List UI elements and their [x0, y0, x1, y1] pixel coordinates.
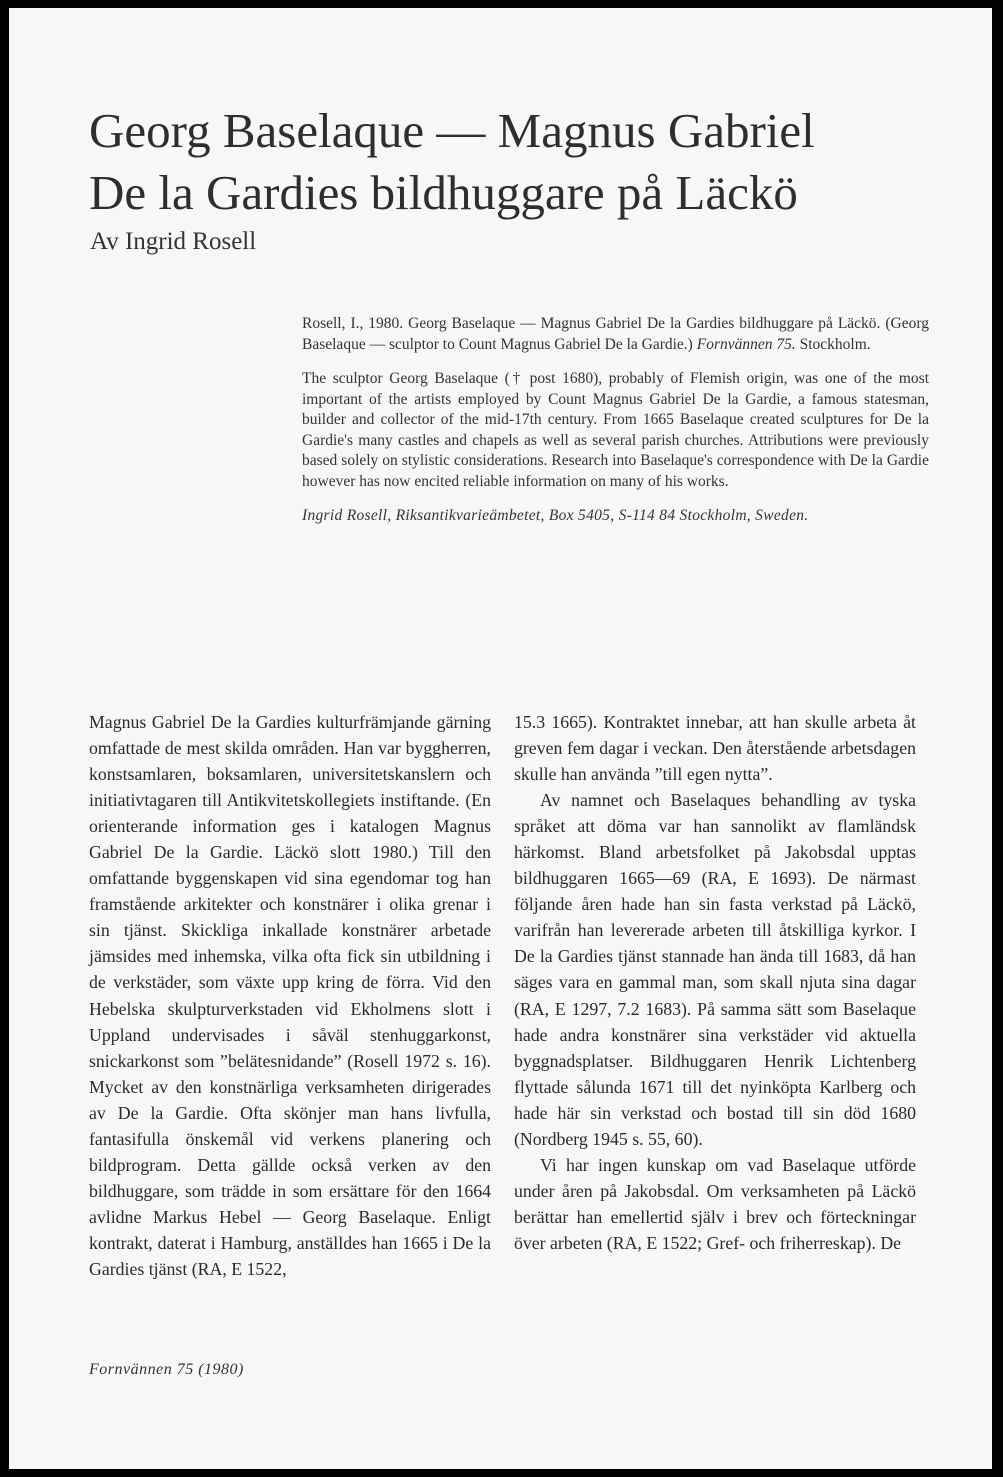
body-paragraph: Av namnet och Baselaques behandling av tyska språket att döma var han sannolikt av flamländsk härkomst. Bland arbetsfolket på Jakobsdal upptas bildhuggaren 1665—69 (RA, E 1693). De närmast följande åren hade han sin fasta verkstad på Läckö, varifrån han levererade arbeten till åtskilliga kyrkor. I De la Gardies tjänst stannade han ända till 1683, då han säges vara en gammal man, som skall njuta sina dagar (RA, E 1297, 7.2 1683). På samma sätt som Baselaque hade andra konstnärer sina verkstäder vid aktuella byggnadsplatser. Bildhuggaren Henrik Lichtenberg flyttade sålunda 1671 till det nyinköpta Karlberg och hade här sin verkstad och bostad till sin död 1680 (Nordberg 1945 s. 55, 60).	[514, 790, 916, 1149]
citation-place: Stockholm.	[795, 335, 871, 353]
title-line-1: Georg Baselaque — Magnus Gabriel	[89, 103, 815, 158]
body-paragraph: Magnus Gabriel De la Gardies kulturfrämjande gärning omfattade de mest skilda områden. Han var byggherren, konstsamlaren, boksamlaren, universitetskanslern och initiativtagaren till Antikvitetskollegiets instiftande. (En orienterande information ges i katalogen Magnus Gabriel De la Gardie. Läckö slott 1980.) Till den omfattande byggenskapen vid sina egendomar tog han framstående arkitekter och konstnärer i olika grenar i sin tjänst. Skickliga inkallade konstnärer arbetade jämsides med inhemska, vilka ofta fick sin utbildning i de verkstäder, som växte upp kring de förra. Vid den Hebelska skulpturverkstaden vid Ekholmens slott i Uppland undervisades i såväl stenhuggarkonst, snickarkonst som ”belätesnidande” (Rosell 1972 s. 16). Mycket av den konstnärliga verksamheten dirigerades av De la Gardie. Ofta skönjer man hans livfulla, fantasifulla önskemål vid verkens planering och bildprogram. Detta gällde också verken av den bildhuggare, som trädde in som ersättare för den 1664 avlidne Markus Hebel — Georg Baselaque. Enligt kontrakt, daterat i Hamburg, anställdes han 1665 i De la Gardies tjänst (RA, E 1522,	[89, 712, 491, 1279]
abstract-block	[302, 314, 929, 541]
citation	[302, 314, 929, 355]
journal-footer: Fornvännen 75 (1980)	[89, 1361, 244, 1378]
author-address: Ingrid Rosell, Riksantikvarieämbetet, Box 5405, S-114 84 Stockholm, Sweden.	[302, 507, 809, 524]
citation-text: Rosell, I., 1980. Georg Baselaque — Magnus Gabriel De la Gardies bildhuggare på Läckö. (Georg Baselaque — sculptor to Count Magnus Gabriel De la Gardie.)	[302, 315, 929, 353]
journal-page	[9, 8, 992, 1469]
author-byline: Av Ingrid Rosell	[90, 228, 257, 255]
title-line-2: De la Gardies bildhuggare på Läckö	[89, 165, 798, 220]
body-column-left	[89, 709, 491, 1282]
article-title	[89, 100, 815, 224]
english-summary: The sculptor Georg Baselaque († post 1680), probably of Flemish origin, was one of the most important of the artists employed by Count Magnus Gabriel De la Gardie, a famous statesman, builder and collector of the mid-17th century. From 1665 Baselaque created sculptures for De la Gardie's many castles and chapels as well as several parish churches. Attributions were previously based solely on stylistic considerations. Research into Baselaque's correspondence with De la Gardie however has now encited reliable information on many of his works.	[302, 370, 929, 490]
body-column-right	[514, 709, 916, 1256]
body-paragraph: 15.3 1665). Kontraktet innebar, att han skulle arbeta åt greven fem dagar i veckan. Den återstående arbetsdagen skulle han använda ”till egen nytta”.	[514, 712, 916, 785]
citation-journal: Fornvännen 75.	[696, 335, 796, 353]
body-paragraph: Vi har ingen kunskap om vad Baselaque utförde under åren på Jakobsdal. Om verksamheten på Läckö berättar han emellertid själv i brev och förteckningar över arbeten (RA, E 1522; Gref- och friherreskap). De	[514, 1154, 916, 1253]
